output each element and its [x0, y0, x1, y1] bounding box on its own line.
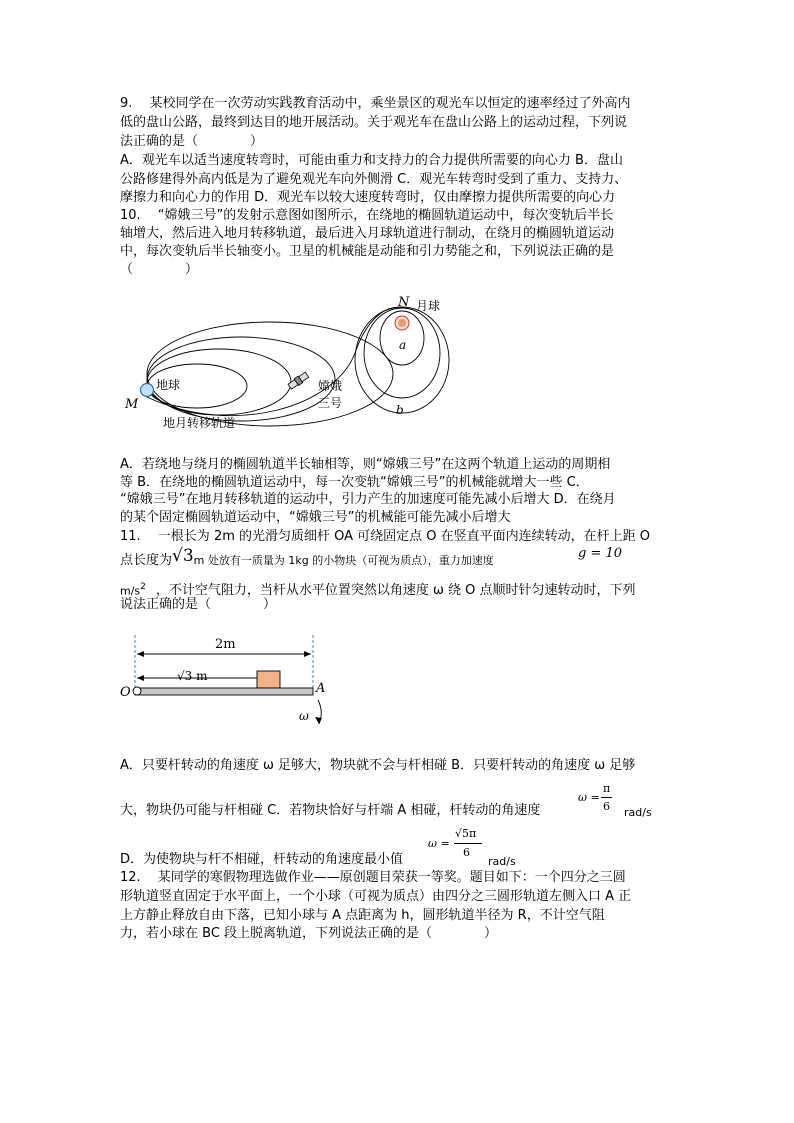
q9-option-line: A．观光车以适当速度转弯时，可能由重力和支持力的合力提供所需要的向心力 B．盘山 — [120, 153, 623, 168]
q12-line: 形轨道竖直固定于水平面上，一个小球（可视为质点）由四分之三圆形轨道左侧入口 A 正 — [120, 889, 632, 904]
earth-icon — [141, 384, 154, 397]
g-equation: g = 10 — [578, 546, 623, 561]
point-a-label: A — [316, 681, 326, 696]
q10-option-line: 的某个固定椭圆轨道运动中，“嫦娥三号”的机械能可能先减小后增大 — [120, 510, 511, 525]
q11-text: 点长度为 — [120, 553, 173, 568]
transfer-orbit-label: 地月转移轨道 — [163, 416, 236, 430]
chang-e-orbit-diagram — [115, 288, 455, 438]
frac-1-num: π — [603, 782, 611, 795]
q10-option-line: “嫦娥三号”在地月转移轨道的运动中，引力产生的加速度可能先减小后增大 D．在绕月 — [120, 492, 616, 507]
q11-text: m 处放有一质量为 1kg 的小物块（可视为质点），重力加速度 — [193, 554, 494, 567]
rod-diagram — [115, 630, 345, 740]
omega-eq-1: ω = — [578, 791, 600, 804]
q9-line: 法正确的是（ ） — [120, 134, 264, 149]
q12-line: 上方静止释放自由下落，已知小球与 A 点距离为 h，圆形轨道半径为 R，不计空气阻 — [120, 908, 605, 923]
q11-line-2 — [120, 546, 494, 569]
q11-option-line: D．为使物块与杆不相碰，杆转动的角速度最小值 — [120, 852, 404, 867]
q11-option-line: A．只要杆转动的角速度 ω 足够大，物块就不会与杆相碰 B．只要杆转动的角速度 ω 足够 — [120, 758, 636, 773]
q12-line: 12. 某同学的寒假物理选做作业——原创题目荣获一等奖。题目如下：一个四分之三圆 — [120, 870, 626, 885]
q11-line-3: $m/s^2$ ，不计空气阻力，当杆从水平位置突然以角速度 ω 绕 O 点顺时针匀速转动时，下列 — [120, 582, 636, 599]
q10-line: （ ） — [120, 262, 199, 277]
q10-option-line: A．若绕地与绕月的椭圆轨道半长轴相等，则“嫦娥三号”在这两个轨道上运动的周期相 — [120, 457, 611, 472]
moon-core — [398, 319, 406, 327]
q10-line: 轴增大，然后进入地月转移轨道，最后进入月球轨道进行制动，在绕月的椭圆轨道运动 — [120, 226, 615, 241]
q9-line: 低的盘山公路，最终到达目的地开展活动。关于观光车在盘山公路上的运动过程，下列说 — [120, 115, 628, 130]
rod — [135, 688, 313, 695]
moon-label: 月球 — [416, 299, 441, 313]
orbit-b-label: b — [396, 403, 404, 417]
point-m-label: M — [125, 397, 139, 412]
q11-option-text: 大，物块仍可能与杆相碰 C．若物块恰好与杆端 A 相碰，杆转动的角速度 — [120, 803, 541, 818]
q12-line: 力，若小球在 BC 段上脱离轨道，下列说法正确的是（ ） — [120, 926, 498, 941]
unit-rad-s-2: rad/s — [488, 855, 516, 868]
unit-ms: m/s — [120, 584, 141, 598]
orbit-a-label: a — [399, 338, 407, 352]
frac-2-den: 6 — [463, 846, 470, 859]
point-o-label: O — [120, 685, 131, 700]
point-n-label: N — [398, 295, 410, 310]
q11-line: 说法正确的是（ ） — [120, 597, 277, 612]
omega-eq-2: ω = — [428, 837, 450, 850]
q11-line: 11. 一根长为 2m 的光滑匀质细杆 OA 可绕固定点 O 在竖直平面内连续转动，在杆上距 O — [120, 529, 651, 544]
small-block — [257, 671, 280, 688]
unit-rad-s-1: rad/s — [624, 806, 652, 819]
frac-1-bar — [601, 797, 612, 798]
frac-2-bar — [454, 843, 482, 844]
q9-line: 9. 某校同学在一次劳动实践教育活动中，乘坐景区的观光车以恒定的速率经过了外高内 — [120, 96, 631, 111]
q10-line: 10. “嫦娥三号”的发射示意图如图所示，在绕地的椭圆轨道运动中，每次变轨后半长 — [120, 208, 614, 223]
length-2m-label: 2m — [215, 637, 236, 652]
q10-line: 中，每次变轨后半长轴变小。卫星的机械能是动能和引力势能之和，下列说法正确的是 — [120, 244, 615, 259]
q11-option-line-2 — [120, 803, 540, 819]
omega-label: ω — [299, 709, 309, 723]
sqrt-3: √3 — [172, 546, 194, 566]
frac-2-num: √5π — [455, 827, 477, 840]
q9-option-line: 公路修建得外高内低是为了避免观光车向外侧滑 C．观光车转弯时受到了重力、支持力、 — [120, 172, 628, 187]
length-sqrt3-label: √3 m — [177, 669, 208, 683]
q10-option-line: 等 B．在绕地的椭圆轨道运动中，每一次变轨“嫦娥三号”的机械能就增大一些 C． — [120, 475, 589, 490]
q11-text: ，不计空气阻力，当杆从水平位置突然以角速度 ω 绕 O 点顺时针匀速转动时，下列 — [155, 583, 636, 599]
probe-label-line2: 三号 — [318, 396, 343, 410]
pivot-icon — [133, 687, 141, 695]
q9-option-line: 摩擦力和向心力的作用 D．观光车以较大速度转弯时，仅由摩擦力提供所需要的向心力 — [120, 190, 616, 205]
probe-label-line1: 嫦娥 — [318, 379, 343, 393]
frac-1-den: 6 — [603, 800, 610, 813]
earth-label: 地球 — [156, 378, 181, 392]
